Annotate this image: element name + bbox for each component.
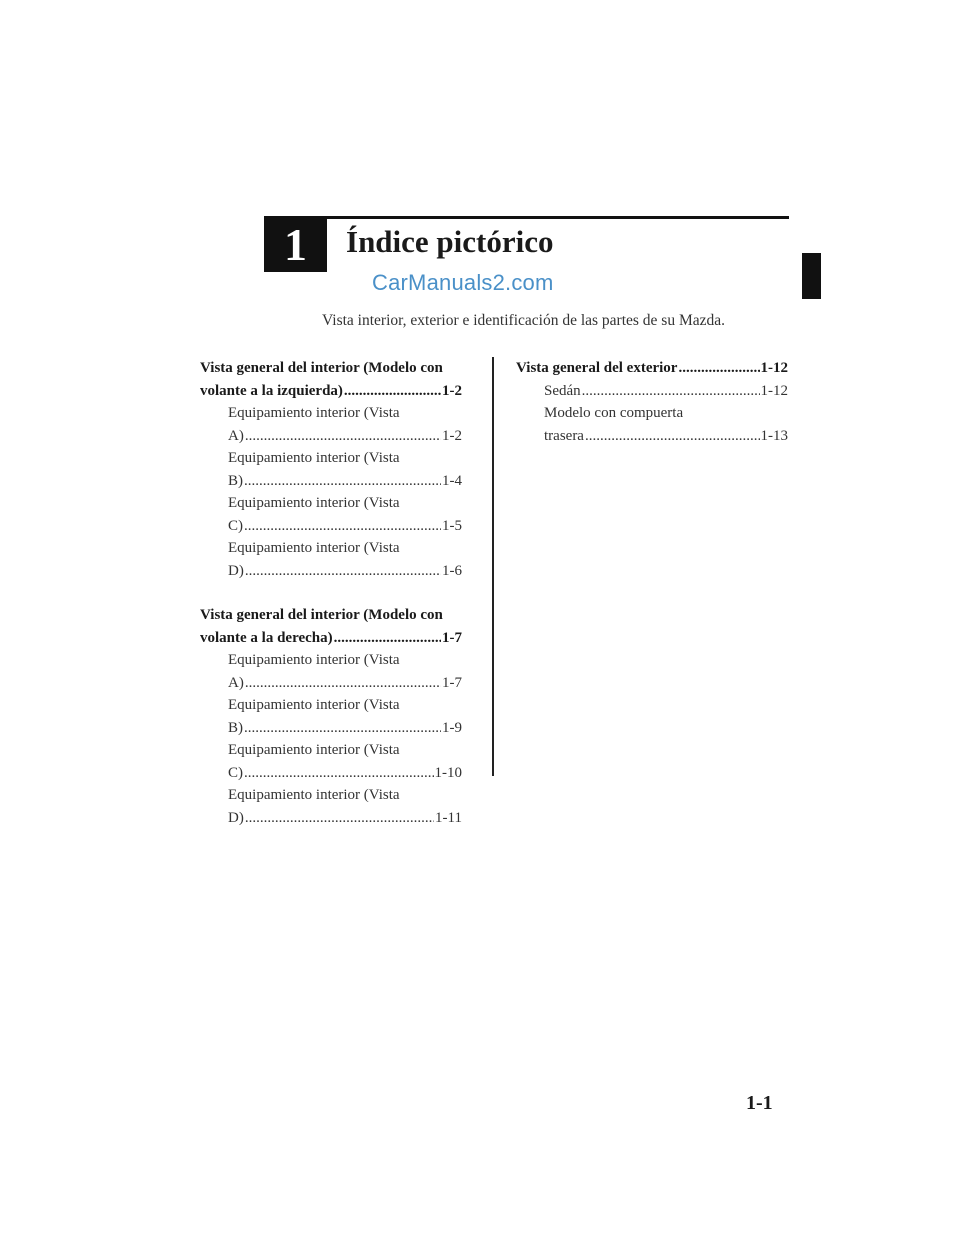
toc-page: 1-2 [442,382,462,399]
toc-page: 1-2 [442,427,462,444]
leader-dots [244,515,441,538]
toc-item-label: C) [228,764,243,781]
chapter-number: 1 [284,218,307,270]
toc-page: 1-12 [760,360,788,376]
toc-page: 1-6 [442,562,462,579]
toc-item-line1: Equipamiento interior (Vista [228,697,400,713]
toc-item[interactable] [228,492,462,537]
watermark-logo: CarManuals2.com [372,270,554,295]
toc-page: 1-9 [442,719,462,736]
toc-page: 1-13 [760,427,788,444]
toc-item-line1: Equipamiento interior (Vista [228,652,400,668]
toc-item-line1: Modelo con compuerta [544,405,684,421]
toc-section-label: volante a la derecha) [200,629,333,646]
page-number: 1-1 [746,1092,773,1114]
toc-page: 1-7 [442,674,462,691]
toc-item-label: Sedán [544,382,581,399]
toc-page: 1-10 [434,764,462,781]
toc-item-label: B) [228,472,243,489]
toc-page: 1-4 [442,472,462,489]
toc-page: 1-11 [435,809,462,826]
leader-dots [582,380,760,403]
toc-section[interactable] [200,357,462,402]
toc-item-label: B) [228,719,243,736]
section-gap [200,582,462,604]
leader-dots [244,717,441,740]
toc-item-label: D) [228,809,244,826]
toc-item-label: A) [228,674,244,691]
toc-item[interactable] [228,694,462,739]
toc-item-line1: Equipamiento interior (Vista [228,450,400,466]
leader-dots [245,425,441,448]
leader-dots [245,807,434,830]
leader-dots [245,672,441,695]
toc-item-line1: Equipamiento interior (Vista [228,540,400,556]
toc-left-column [200,357,462,829]
toc-section[interactable] [516,357,788,380]
toc-item-label: A) [228,427,244,444]
leader-dots [678,357,759,380]
toc-item[interactable] [228,447,462,492]
toc-item-line1: Equipamiento interior (Vista [228,405,400,421]
chapter-number-box [264,216,327,272]
leader-dots [245,560,441,583]
toc-item[interactable] [544,402,788,447]
title-rule [327,216,789,219]
toc-section-line1: Vista general del interior (Modelo con [200,360,443,376]
toc-item-label: trasera [544,427,584,444]
toc-item-label: D) [228,562,244,579]
toc-item[interactable] [228,649,462,694]
toc-item[interactable] [228,402,462,447]
toc-section-label: volante a la izquierda) [200,382,343,399]
toc-item-line1: Equipamiento interior (Vista [228,787,400,803]
chapter-side-tab [802,253,821,299]
toc-item-line1: Equipamiento interior (Vista [228,495,400,511]
leader-dots [334,627,441,650]
chapter-title: Índice pictórico [346,224,554,259]
leader-dots [344,380,441,403]
toc-page: 1-12 [760,382,788,399]
toc-item[interactable] [228,784,462,829]
leader-dots [585,425,760,448]
toc-item[interactable] [544,380,788,403]
toc-section-label: Vista general del exterior [516,360,678,376]
leader-dots [244,470,441,493]
toc-page: 1-5 [442,517,462,534]
toc-item[interactable] [228,537,462,582]
chapter-intro: Vista interior, exterior e identificación de las partes de su Mazda. [322,312,726,329]
leader-dots [244,762,434,785]
toc-page: 1-7 [442,629,462,646]
toc-item[interactable] [228,739,462,784]
toc-item-line1: Equipamiento interior (Vista [228,742,400,758]
toc-section[interactable] [200,604,462,649]
column-divider [492,357,494,776]
toc-item-label: C) [228,517,243,534]
toc-right-column [516,357,788,447]
toc-section-line1: Vista general del interior (Modelo con [200,607,443,623]
